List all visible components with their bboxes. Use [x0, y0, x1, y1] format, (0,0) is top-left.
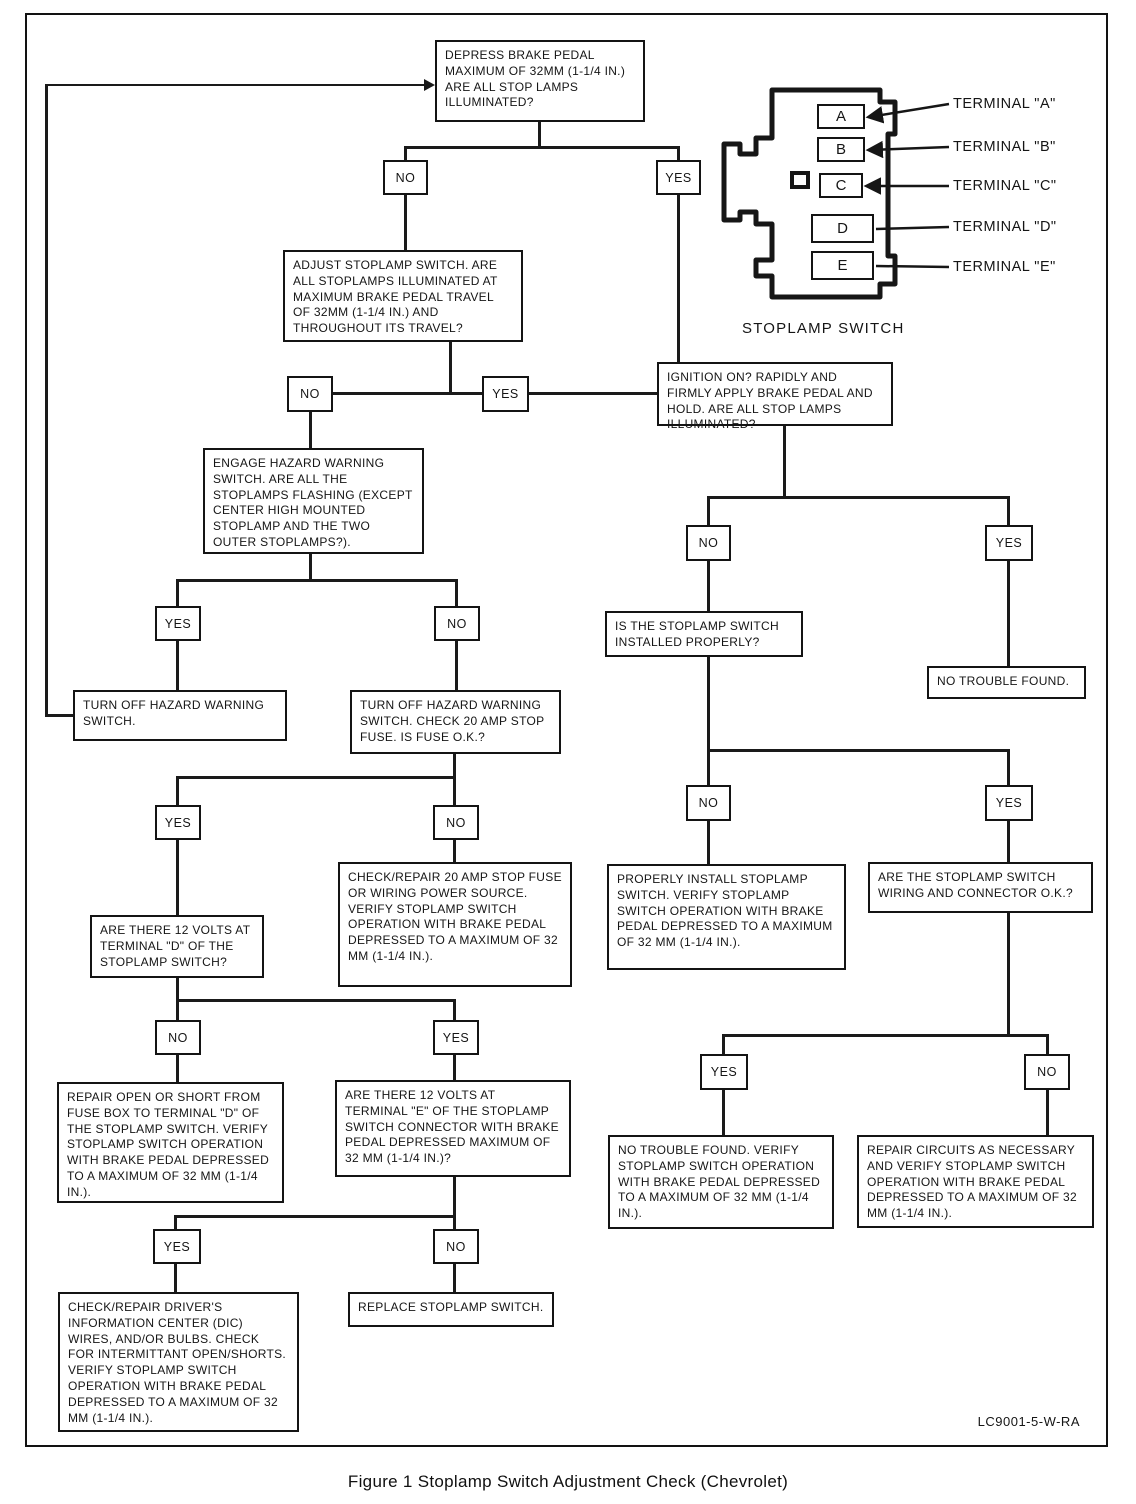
- decision-no-2: NO: [287, 376, 333, 412]
- terminal-d: D: [811, 214, 874, 243]
- node-12v-terminal-d: ARE THERE 12 VOLTS AT TERMINAL "D" OF THE STOPLAMP SWITCH?: [90, 915, 264, 978]
- terminal-a-label: TERMINAL "A": [953, 96, 1056, 112]
- decision-no-1: NO: [383, 160, 428, 195]
- decision-yes-5: YES: [433, 1020, 479, 1055]
- terminal-d-label: TERMINAL "D": [953, 219, 1057, 235]
- connector-nub: [792, 173, 808, 187]
- decision-no-9: NO: [1024, 1054, 1070, 1090]
- decision-yes-2: YES: [482, 376, 529, 412]
- decision-no-8: NO: [686, 785, 731, 821]
- node-turn-off-hazard: TURN OFF HAZARD WARNING SWITCH.: [73, 690, 287, 741]
- doc-code: LC9001-5-W-RA: [977, 1414, 1080, 1429]
- decision-yes-9: YES: [700, 1054, 748, 1090]
- node-installed-properly: IS THE STOPLAMP SWITCH INSTALLED PROPERLY?: [605, 611, 803, 657]
- terminal-b: B: [817, 137, 865, 162]
- figure-caption: Figure 1 Stoplamp Switch Adjustment Check (Chevrolet): [347, 1472, 789, 1491]
- node-repair-circuits: REPAIR CIRCUITS AS NECESSARY AND VERIFY STOPLAMP SWITCH OPERATION WITH BRAKE PEDAL DEPRESSED TO A MAXIMUM OF 32 MM (1-1/4 IN.).: [857, 1135, 1094, 1228]
- feedback-arrowhead-icon: [424, 79, 435, 91]
- node-no-trouble-found: NO TROUBLE FOUND.: [927, 666, 1086, 699]
- node-12v-terminal-e: ARE THERE 12 VOLTS AT TERMINAL "E" OF THE STOPLAMP SWITCH CONNECTOR WITH BRAKE PEDAL DEPRESSED MAXIMUM OF 32 MM (1-1/4 IN.)?: [335, 1080, 571, 1177]
- node-wiring-connector-ok: ARE THE STOPLAMP SWITCH WIRING AND CONNECTOR O.K.?: [868, 862, 1093, 913]
- node-check-20amp-fuse: TURN OFF HAZARD WARNING SWITCH. CHECK 20 AMP STOP FUSE. IS FUSE O.K.?: [350, 690, 561, 754]
- terminal-c-label: TERMINAL "C": [953, 178, 1057, 194]
- node-check-repair-fuse: CHECK/REPAIR 20 AMP STOP FUSE OR WIRING POWER SOURCE. VERIFY STOPLAMP SWITCH OPERATION WITH BRAKE PEDAL DEPRESSED TO A MAXIMUM OF 32 MM (1-1/4 IN.).: [338, 862, 572, 987]
- decision-yes-8: YES: [985, 785, 1033, 821]
- decision-no-4: NO: [433, 805, 479, 840]
- decision-no-7: NO: [686, 525, 731, 561]
- node-check-repair-dic: CHECK/REPAIR DRIVER'S INFORMATION CENTER (DIC) WIRES, AND/OR BULBS. CHECK FOR INTERMITTANT OPEN/SHORTS. VERIFY STOPLAMP SWITCH OPERATION WITH BRAKE PEDAL DEPRESSED TO A MAXIMUM OF 32 MM (1-1/4 IN.).: [58, 1292, 299, 1432]
- node-engage-hazard-switch: ENGAGE HAZARD WARNING SWITCH. ARE ALL THE STOPLAMPS FLASHING (EXCEPT CENTER HIGH MOUNTED STOPLAMP AND THE TWO OUTER STOPLAMPS?).: [203, 448, 424, 554]
- decision-yes-4: YES: [155, 805, 201, 840]
- node-adjust-stoplamp-switch: ADJUST STOPLAMP SWITCH. ARE ALL STOPLAMPS ILLUMINATED AT MAXIMUM BRAKE PEDAL TRAVEL OF 32MM (1-1/4 IN.) AND THROUGHOUT ITS TRAVEL?: [283, 250, 523, 342]
- terminal-b-label: TERMINAL "B": [953, 139, 1056, 155]
- decision-yes-1: YES: [656, 160, 701, 195]
- decision-yes-6: YES: [153, 1229, 201, 1264]
- switch-diagram-caption: STOPLAMP SWITCH: [742, 320, 905, 337]
- decision-no-5: NO: [155, 1020, 201, 1055]
- node-replace-stoplamp-switch: REPLACE STOPLAMP SWITCH.: [348, 1292, 554, 1327]
- terminal-c: C: [819, 173, 863, 198]
- terminal-a: A: [817, 104, 865, 129]
- node-no-trouble-verify: NO TROUBLE FOUND. VERIFY STOPLAMP SWITCH OPERATION WITH BRAKE PEDAL DEPRESSED TO A MAXIMUM OF 32 MM (1-1/4 IN.).: [608, 1135, 834, 1229]
- terminal-e-label: TERMINAL "E": [953, 259, 1056, 275]
- terminal-e: E: [811, 251, 874, 280]
- decision-yes-3: YES: [155, 606, 201, 641]
- decision-yes-7: YES: [985, 525, 1033, 561]
- decision-no-3: NO: [434, 606, 480, 641]
- decision-no-6: NO: [433, 1229, 479, 1264]
- node-ignition-on: IGNITION ON? RAPIDLY AND FIRMLY APPLY BRAKE PEDAL AND HOLD. ARE ALL STOP LAMPS ILLUMINATED?: [657, 362, 893, 426]
- node-depress-brake-pedal: DEPRESS BRAKE PEDAL MAXIMUM OF 32MM (1-1/4 IN.) ARE ALL STOP LAMPS ILLUMINATED?: [435, 40, 645, 122]
- node-repair-open-short: REPAIR OPEN OR SHORT FROM FUSE BOX TO TERMINAL "D" OF THE STOPLAMP SWITCH. VERIFY STOPLAMP SWITCH OPERATION WITH BRAKE PEDAL DEPRESSED TO A MAXIMUM OF 32 MM (1-1/4 IN.).: [57, 1082, 284, 1203]
- node-properly-install-switch: PROPERLY INSTALL STOPLAMP SWITCH. VERIFY STOPLAMP SWITCH OPERATION WITH BRAKE PEDAL DEPRESSED TO A MAXIMUM OF 32 MM (1-1/4 IN.).: [607, 864, 846, 970]
